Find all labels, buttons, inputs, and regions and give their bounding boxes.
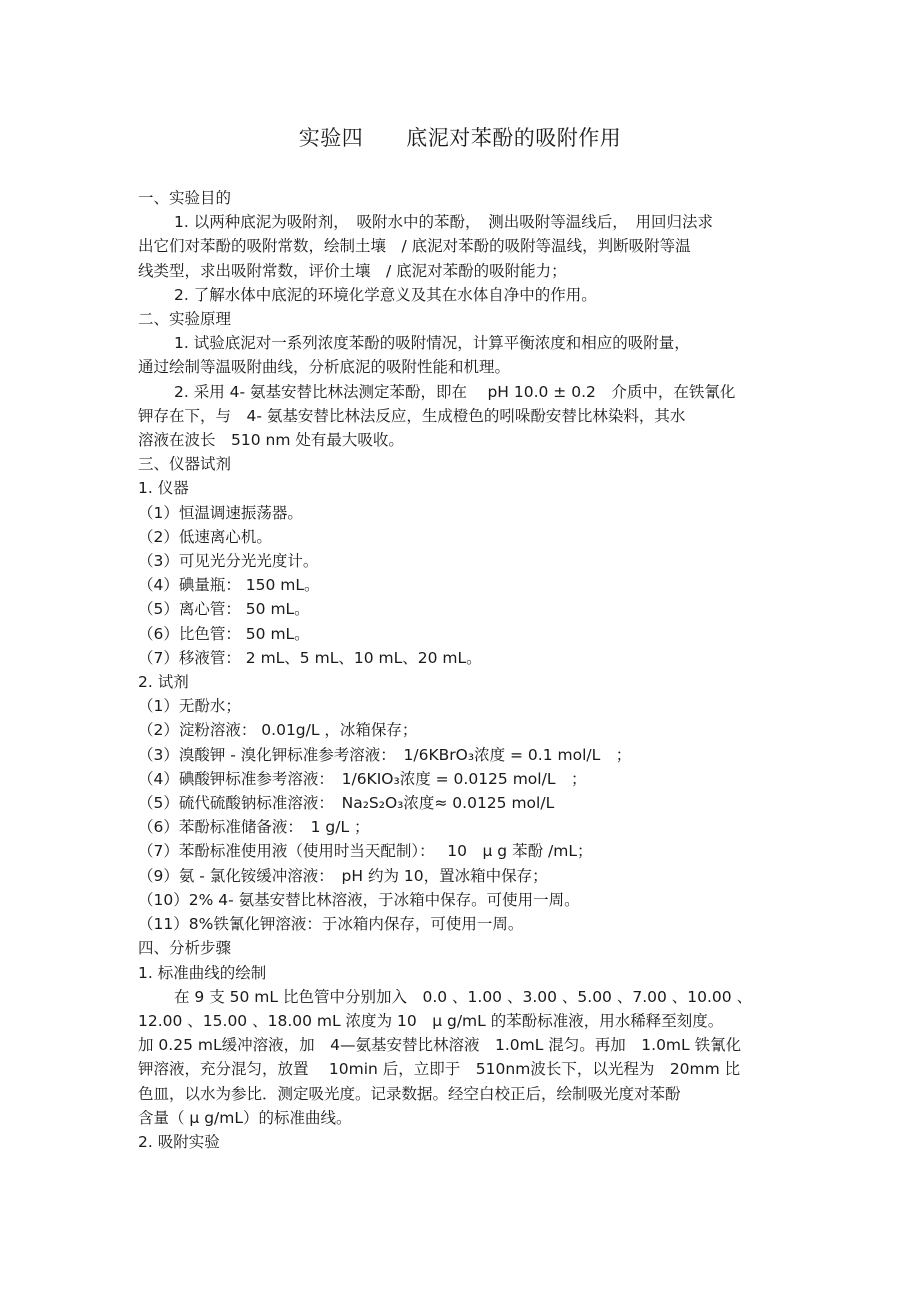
- section-heading-objective: 一、实验目的: [138, 189, 232, 207]
- list-item: （7）苯酚标准使用液（使用时当天配制）： 10 μ g 苯酚 /mL；: [138, 842, 593, 861]
- subheading-reagents: 2. 试剂: [138, 673, 189, 692]
- paragraph-line: 通过绘制等温吸附曲线，分析底泥的吸附性能和机理。: [138, 358, 511, 377]
- page-title: 实验四 底泥对苯酚的吸附作用: [298, 126, 622, 150]
- list-item: （3）可见光分光光度计。: [138, 552, 319, 571]
- paragraph-line: 色皿，以水为参比．测定吸光度。记录数据。经空白校正后，绘制吸光度对苯酚: [138, 1084, 681, 1103]
- list-item: （1）恒温调速振荡器。: [138, 503, 303, 522]
- list-item: （5）硫代硫酸钠标准溶液： Na₂S₂O₃浓度≈ 0.0125 mol/L: [138, 794, 555, 813]
- paragraph-line: 2. 了解水体中底泥的环境化学意义及其在水体自净中的作用。: [174, 285, 597, 304]
- paragraph-line: 线类型，求出吸附常数，评价土壤 / 底泥对苯酚的吸附能力；: [138, 261, 567, 280]
- section-heading-instruments-reagents: 三、仪器试剂: [138, 455, 232, 474]
- paragraph-line: 溶液在波长 510 nm 处有最大吸收。: [138, 431, 404, 450]
- paragraph-line: 2. 采用 4- 氨基安替比林法测定苯酚，即在 pH 10.0 ± 0.2 介质中，在铁氰化: [174, 382, 736, 401]
- list-item: （7）移液管： 2 mL、5 mL、10 mL、20 mL。: [138, 648, 482, 667]
- list-item: （2）低速离心机。: [138, 527, 272, 546]
- paragraph-line: 钾存在下，与 4- 氨基安替比林法反应，生成橙色的吲哚酚安替比林染料，其水: [138, 406, 686, 425]
- paragraph-line: 12.00 、15.00 、18.00 mL 浓度为 10 μ g/mL 的苯酚标准液，用水稀释至刻度。: [138, 1011, 724, 1030]
- paragraph-line: 含量（ μ g/mL）的标准曲线。: [138, 1108, 352, 1127]
- paragraph-line: 1. 试验底泥对一系列浓度苯酚的吸附情况，计算平衡浓度和相应的吸附量，: [174, 334, 690, 353]
- list-item: （1）无酚水；: [138, 697, 241, 716]
- list-item: （4）碘酸钾标准参考溶液： 1/6KIO₃浓度 = 0.0125 mol/L ；: [138, 769, 587, 788]
- subheading-adsorption-experiment: 2. 吸附实验: [138, 1132, 220, 1151]
- document-body: [138, 186, 788, 1154]
- subheading-standard-curve: 1. 标准曲线的绘制: [138, 963, 267, 982]
- list-item: （9）氨 - 氯化铵缓冲溶液： pH 约为 10，置冰箱中保存；: [138, 866, 548, 885]
- list-item: （2）淀粉溶液： 0.01g/L ，冰箱保存；: [138, 721, 418, 740]
- paragraph-line: 出它们对苯酚的吸附常数，绘制土壤 / 底泥对苯酚的吸附等温线，判断吸附等温: [138, 237, 691, 256]
- list-item: （5）离心管： 50 mL。: [138, 600, 310, 619]
- list-item: （11）8%铁氰化钾溶液：于冰箱内保存，可使用一周。: [138, 915, 524, 934]
- list-item: （10）2% 4- 氨基安替比林溶液，于冰箱中保存。可使用一周。: [138, 890, 580, 909]
- list-item: （4）碘量瓶： 150 mL。: [138, 576, 320, 595]
- paragraph-line: 1. 以两种底泥为吸附剂， 吸附水中的苯酚， 测出吸附等温线后， 用回归法求: [174, 213, 713, 232]
- paragraph-line: 在 9 支 50 mL 比色管中分别加入 0.0 、1.00 、3.00 、5.00 、7.00 、10.00 、: [174, 987, 753, 1006]
- list-item: （6）苯酚标准储备液： 1 g/L ；: [138, 818, 370, 837]
- list-item: （3）溴酸钾 - 溴化钾标准参考溶液： 1/6KBrO₃浓度 = 0.1 mol/L ；: [138, 745, 632, 764]
- list-item: （6）比色管： 50 mL。: [138, 624, 310, 643]
- paragraph-line: 加 0.25 mL缓冲溶液，加 4—氨基安替比林溶液 1.0mL 混匀。再加 1.0mL 铁氰化: [138, 1036, 742, 1055]
- section-heading-principle: 二、实验原理: [138, 310, 232, 329]
- section-heading-analysis-steps: 四、分析步骤: [138, 939, 232, 958]
- paragraph-line: 钾溶液，充分混匀，放置 10min 后，立即于 510nm波长下，以光程为 20mm 比: [138, 1060, 741, 1079]
- subheading-instruments: 1. 仪器: [138, 479, 189, 498]
